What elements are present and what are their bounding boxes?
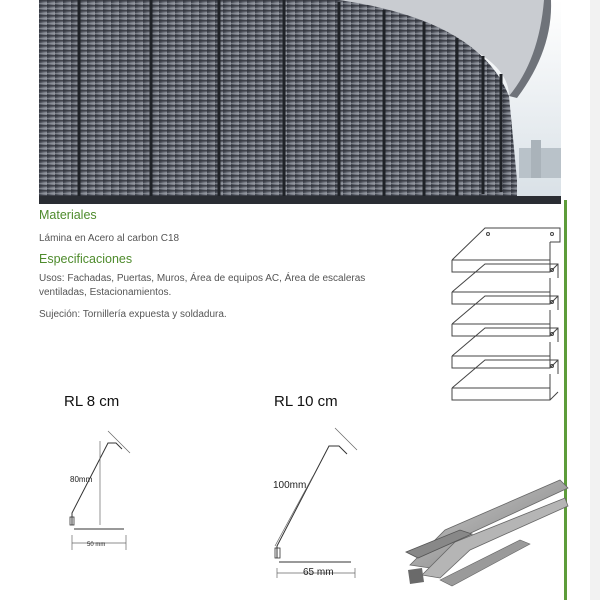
especificaciones-heading: Especificaciones <box>39 252 133 266</box>
profile-rl8-drawing <box>60 425 140 555</box>
usos-line-2: ventiladas, Estacionamientos. <box>39 287 172 298</box>
profile-rl8-base-dim: 50 mm <box>87 542 106 548</box>
profile-rl10-height-dim: 100mm <box>273 480 307 491</box>
louver-stack-drawing <box>440 220 565 410</box>
profile-rl8-label: RL 8 cm <box>64 393 120 410</box>
profile-rl10-base-dim: 65 mm <box>303 567 334 578</box>
profile-rl8-height-dim: 80mm <box>70 475 93 484</box>
facade-photo <box>39 0 561 204</box>
profile-rl10-label: RL 10 cm <box>274 393 338 410</box>
steel-blade-illustration <box>400 470 570 595</box>
profile-rl10-drawing <box>255 418 370 583</box>
sujecion-text: Sujeción: Tornillería expuesta y soldadura. <box>39 309 227 320</box>
page-edge <box>590 0 600 600</box>
materiales-text: Lámina en Acero al carbon C18 <box>39 233 180 244</box>
materiales-heading: Materiales <box>39 208 97 222</box>
usos-line-1: Usos: Fachadas, Puertas, Muros, Área de equipos AC, Área de escaleras <box>39 273 366 284</box>
